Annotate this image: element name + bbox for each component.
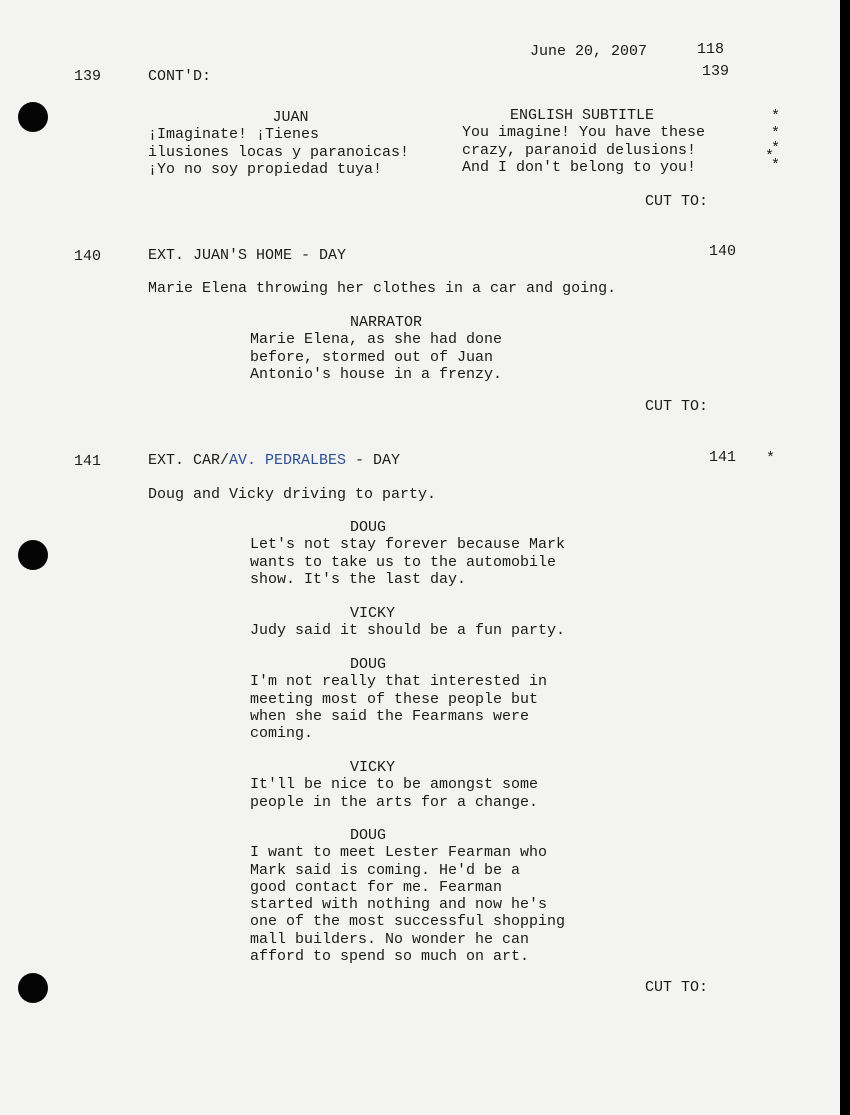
- dialogue-line: crazy, paranoid delusions!: [462, 141, 697, 159]
- character-name: VICKY: [350, 605, 396, 622]
- dialogue-line: It'll be nice to be amongst some: [250, 776, 539, 794]
- scene-number-right: 139: [702, 63, 730, 80]
- dialogue-line: coming.: [250, 725, 314, 743]
- dialogue-block: [250, 605, 630, 640]
- character-name: JUAN: [272, 109, 309, 126]
- transition: CUT TO:: [645, 193, 709, 210]
- dialogue-line: ¡Yo no soy propiedad tuya!: [148, 160, 383, 178]
- dialogue-line: meeting most of these people but: [250, 690, 539, 708]
- scene-heading-suffix: - DAY: [346, 452, 401, 469]
- character-name: DOUG: [350, 827, 387, 844]
- character-name: DOUG: [350, 656, 387, 673]
- revision-mark: *: [771, 108, 781, 125]
- revision-mark: *: [765, 148, 775, 165]
- scene-heading-prefix: EXT. CAR/: [148, 452, 230, 469]
- revision-mark: *: [771, 125, 781, 142]
- revision-mark: *: [771, 140, 781, 157]
- location-highlight: AV. PEDRALBES: [229, 452, 347, 469]
- dialogue-line: You imagine! You have these: [462, 124, 706, 142]
- action-line: Doug and Vicky driving to party.: [148, 486, 437, 503]
- dialogue-line: started with nothing and now he's: [250, 896, 548, 914]
- punch-hole-top: [18, 102, 48, 132]
- character-name: ENGLISH SUBTITLE: [509, 107, 655, 124]
- scene-number-right: 141: [709, 449, 737, 466]
- dialogue-line: Judy said it should be a fun party.: [250, 622, 566, 640]
- dialogue-line: Antonio's house in a frenzy.: [250, 365, 503, 383]
- revision-mark: *: [771, 157, 781, 174]
- dialogue-block: [250, 827, 630, 965]
- punch-hole-bottom: [18, 973, 48, 1003]
- scene-heading: EXT. JUAN'S HOME - DAY: [148, 247, 347, 264]
- dialogue-line: good contact for me. Fearman: [250, 878, 503, 896]
- scene-number-right: 140: [709, 243, 737, 260]
- dialogue-line: Let's not stay forever because Mark: [250, 536, 566, 554]
- scene-number-left: 141: [74, 453, 102, 470]
- character-name: VICKY: [350, 759, 396, 776]
- transition: CUT TO:: [645, 979, 709, 996]
- dialogue-line: mall builders. No wonder he can: [250, 930, 530, 948]
- dialogue-line: I'm not really that interested in: [250, 673, 548, 691]
- punch-hole-middle: [18, 540, 48, 570]
- dialogue-line: when she said the Fearmans were: [250, 707, 530, 725]
- dialogue-block: [250, 519, 630, 588]
- dual-dialogue-right: [462, 107, 762, 176]
- revision-date: June 20, 2007: [530, 43, 648, 60]
- dialogue-block: [250, 759, 630, 811]
- dialogue-line: afford to spend so much on art.: [250, 948, 530, 966]
- dialogue-line: one of the most successful shopping: [250, 913, 566, 931]
- dialogue-block: [250, 656, 630, 742]
- dialogue-line: And I don't belong to you!: [462, 158, 697, 176]
- scene-heading: CONT'D:: [148, 68, 212, 85]
- dialogue-line: Mark said is coming. He'd be a: [250, 861, 521, 879]
- scene-number-left: 139: [74, 68, 102, 85]
- dialogue-line: I want to meet Lester Fearman who: [250, 844, 548, 862]
- dialogue-line: people in the arts for a change.: [250, 793, 539, 811]
- dialogue-block: [250, 314, 610, 383]
- page-number: 118: [697, 41, 725, 58]
- scene-heading: [148, 452, 400, 469]
- dialogue-line: ¡Imaginate! ¡Tienes: [148, 126, 320, 144]
- dialogue-line: ilusiones locas y paranoicas!: [148, 143, 410, 161]
- dialogue-line: show. It's the last day.: [250, 570, 467, 588]
- character-name: NARRATOR: [350, 314, 423, 331]
- action-line: Marie Elena throwing her clothes in a car and going.: [148, 280, 617, 297]
- dialogue-line: Marie Elena, as she had done: [250, 331, 503, 349]
- dialogue-line: wants to take us to the automobile: [250, 553, 557, 571]
- dual-dialogue-left: [148, 109, 448, 178]
- transition: CUT TO:: [645, 398, 709, 415]
- scene-number-left: 140: [74, 248, 102, 265]
- dialogue-line: before, stormed out of Juan: [250, 348, 494, 366]
- revision-mark: *: [766, 450, 776, 467]
- character-name: DOUG: [350, 519, 387, 536]
